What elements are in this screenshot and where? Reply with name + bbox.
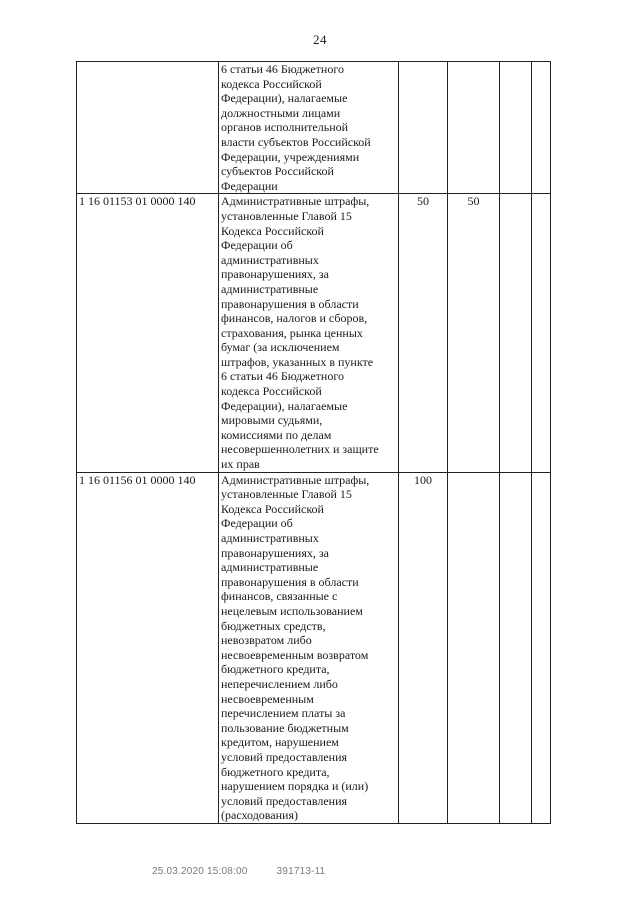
description-line: 6 статьи 46 Бюджетного <box>221 62 344 76</box>
description-line: условий предоставления <box>221 793 348 808</box>
description-line: Административные штрафы, <box>221 472 370 487</box>
amount-cell-col5 <box>500 472 532 823</box>
description-cell <box>219 472 399 823</box>
budget-code-cell <box>77 62 219 194</box>
amount-cell-col3: 50 <box>399 194 448 472</box>
description-line: кодекса Российской <box>221 76 322 91</box>
description-line: несвоевременным возвратом <box>221 647 369 662</box>
description-line: неперечислением либо <box>221 676 338 691</box>
description-line: Федерации <box>221 178 278 193</box>
description-line: административных <box>221 252 319 267</box>
description-line: бюджетного кредита, <box>221 662 330 677</box>
description-line: Административные штрафы, <box>221 194 370 209</box>
description-line: Федерации), налагаемые <box>221 91 348 106</box>
description-line: бюджетного кредита, <box>221 764 330 779</box>
amount-cell-col4: 50 <box>448 194 500 472</box>
description-line: правонарушения в области <box>221 296 359 311</box>
description-line: (расходования) <box>221 808 298 823</box>
description-line: мировыми судьями, <box>221 413 323 428</box>
description-line: Кодекса Российской <box>221 501 324 516</box>
amount-cell-col6 <box>532 472 551 823</box>
amount-cell-col5 <box>500 194 532 472</box>
description-line: власти субъектов Российской <box>221 134 371 149</box>
amount-cell-col6 <box>532 62 551 194</box>
description-line: Федерации), налагаемые <box>221 398 348 413</box>
amount-cell-col4 <box>448 472 500 823</box>
budget-code-cell: 1 16 01153 01 0000 140 <box>77 194 219 472</box>
amount-cell-col4 <box>448 62 500 194</box>
description-line: Кодекса Российской <box>221 223 324 238</box>
description-line: 6 статьи 46 Бюджетного <box>221 369 344 384</box>
table-row <box>77 194 551 472</box>
description-line: несовершеннолетних и защите <box>221 442 379 457</box>
table-row <box>77 62 551 194</box>
description-line: административных <box>221 531 319 545</box>
description-line: субъектов Российской <box>221 164 334 179</box>
description-line: невозвратом либо <box>221 633 312 648</box>
description-cell <box>219 194 399 472</box>
description-line: бюджетных средств, <box>221 618 326 633</box>
description-line: установленные Главой 15 <box>221 208 352 223</box>
amount-cell-col5 <box>500 62 532 194</box>
amount-cell-col6 <box>532 194 551 472</box>
description-line: органов исполнительной <box>221 120 349 135</box>
description-line: должностными лицами <box>221 105 341 120</box>
description-line: правонарушениях, за <box>221 267 329 282</box>
budget-table <box>76 61 551 824</box>
description-line: финансов, налогов и сборов, <box>221 311 368 326</box>
description-line: нарушением порядка и (или) <box>221 779 369 794</box>
table-row <box>77 472 551 823</box>
description-line: установленные Главой 15 <box>221 487 352 502</box>
page-number: 24 <box>313 32 327 47</box>
description-line: Федерации, учреждениями <box>221 149 360 164</box>
description-line: правонарушениях, за <box>221 545 329 560</box>
description-line: перечислением платы за <box>221 706 346 721</box>
description-line: бумаг (за исключением <box>221 340 340 355</box>
amount-cell-col3: 100 <box>399 472 448 823</box>
budget-code-cell: 1 16 01156 01 0000 140 <box>77 472 219 823</box>
description-line: их прав <box>221 457 260 472</box>
description-line: условий предоставления <box>221 749 348 764</box>
footer-stamp <box>152 866 351 877</box>
amount-cell-col3 <box>399 62 448 194</box>
description-line: комиссиями по делам <box>221 427 332 442</box>
description-line: пользование бюджетным <box>221 720 349 735</box>
footer-doc-id: 391713-11 <box>276 866 326 877</box>
description-line: административные <box>221 560 319 575</box>
description-line: штрафов, указанных в пункте <box>221 354 374 369</box>
description-line: Федерации об <box>221 238 293 253</box>
description-line: страхования, рынка ценных <box>221 325 363 340</box>
description-line: кредитом, нарушением <box>221 735 339 750</box>
description-line: Федерации об <box>221 516 293 531</box>
description-line: правонарушения в области <box>221 574 359 589</box>
footer-timestamp: 25.03.2020 15:08:00 <box>152 866 248 877</box>
description-cell <box>219 62 399 194</box>
description-line: финансов, связанные с <box>221 589 338 604</box>
description-line: административные <box>221 281 319 296</box>
description-line: несвоевременным <box>221 691 314 706</box>
description-line: кодекса Российской <box>221 384 322 399</box>
description-line: нецелевым использованием <box>221 603 363 618</box>
